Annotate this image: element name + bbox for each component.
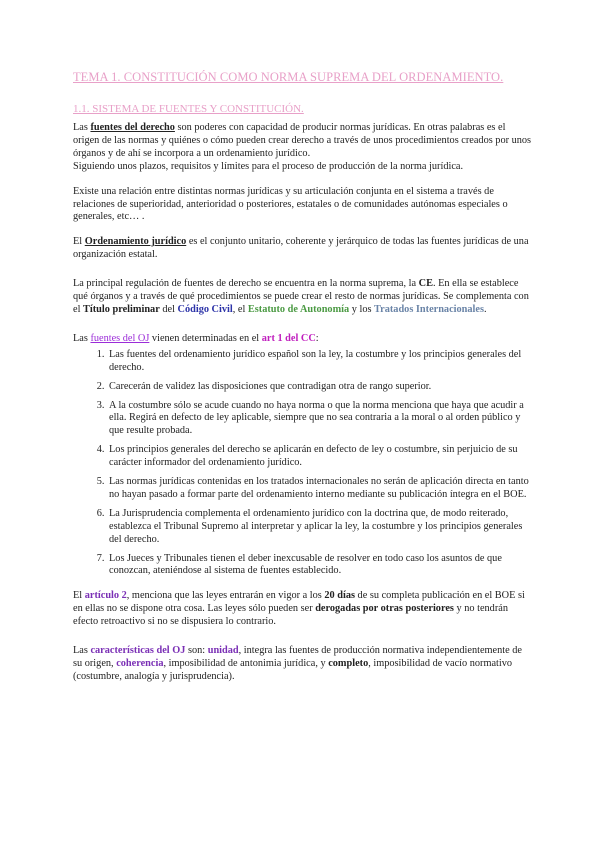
paragraph-fuentes <box>73 122 533 174</box>
text: Las <box>73 332 91 344</box>
text: , imposibilidad de vacío normativo (costumbre, analogía y jurisprudencia). <box>73 658 513 682</box>
text: , integra las fuentes de producción normativa independientemente de su origen, <box>73 645 522 669</box>
text: : <box>315 332 319 344</box>
term-derogadas: derogadas por otras posteriores <box>315 603 454 615</box>
list-item: 3. A la costumbre sólo se acude cuando no haya norma o que la norma menciona que haya que acudir a ella. Regirá en defecto de ley aplicable, siempre que no sea contraria a la moral o al orden público y que resulte probada. <box>107 400 533 439</box>
term-caracteristicas-oj: características del OJ <box>90 645 186 657</box>
text: El <box>73 590 85 602</box>
term-articulo-2: artículo 2 <box>84 590 127 602</box>
list-item: 1. Las fuentes del ordenamiento jurídico español son la ley, la costumbre y los principios generales del derecho. <box>107 349 533 375</box>
text: Las <box>73 122 91 133</box>
link-fuentes-del-oj[interactable]: fuentes del OJ <box>90 332 150 344</box>
term-tratados-internacionales: Tratados Internacionales <box>374 303 484 315</box>
document-title: TEMA 1. CONSTITUCIÓN COMO NORMA SUPREMA DEL ORDENAMIENTO. <box>73 70 504 84</box>
list-item: 7. Los Jueces y Tribunales tienen el deber inexcusable de resolver en todo caso los asuntos de que conozcan, ateniéndose al sistema de fuentes establecido. <box>107 553 533 579</box>
text: , imposibilidad de antonimia jurídica, y <box>163 658 329 669</box>
text: Siguiendo unos plazos, requisitos y límites para el proceso de producción de la norma jurídica. <box>73 160 464 172</box>
term-ce: CE <box>418 278 433 290</box>
term-art-1-cc: art 1 del CC <box>261 332 316 344</box>
term-estatuto-autonomia: Estatuto de Autonomía <box>247 303 350 315</box>
text: del <box>159 303 178 315</box>
paragraph-regulacion <box>73 278 533 317</box>
term-coherencia: coherencia <box>116 658 164 669</box>
text: . En ella se establece qué órganos y a través de qué procedimientos se puede crear el resto de normas jurídicas. Se complementa con el <box>73 278 529 315</box>
text: es el conjunto unitario, coherente y jerárquico de todas las fuentes jurídicas de una organización estatal. <box>73 236 529 261</box>
list-item: 6. La Jurisprudencia complementa el ordenamiento jurídico con la doctrina que, de modo reiterado, establezca el Tribunal Supremo al interpretar y aplicar la ley, la costumbre y los principios generales del derecho. <box>107 508 533 547</box>
term-fuentes-del-derecho: fuentes del derecho <box>90 122 175 133</box>
text: son: <box>185 645 208 657</box>
term-ordenamiento-juridico: Ordenamiento jurídico <box>84 236 187 248</box>
text: Las <box>73 645 91 657</box>
text: vienen determinadas en el <box>149 332 262 344</box>
term-unidad: unidad <box>207 645 239 657</box>
text: son poderes con capacidad de producir normas jurídicas. En otras palabras es el origen de las normas y quiénes o cómo pueden crear derecho a través de unos procedimientos creados por unos órganos y de ahí se incorpora a un ordenamiento jurídico. <box>73 122 532 159</box>
paragraph-relacion: Existe una relación entre distintas normas jurídicas y su articulación conjunta en el sistema a través de relaciones de superioridad, anterioridad o posteriores, estatales o de comunidades autónomas especiales o generales, etc… . <box>73 185 508 223</box>
text: , menciona que las leyes entrarán en vigor a los <box>126 590 325 602</box>
text: La principal regulación de fuentes de derecho se encuentra en la norma suprema, la <box>73 278 419 290</box>
list-item: 2. Carecerán de validez las disposiciones que contradigan otra de rango superior. <box>107 381 533 394</box>
text: . <box>483 303 487 315</box>
text: El <box>73 236 85 248</box>
text: de su completa publicación en el BOE si en ellas no se dispone otra cosa. Las leyes sólo pueden ser <box>73 590 525 615</box>
paragraph-ordenamiento <box>73 236 533 262</box>
section-subtitle: 1.1. SISTEMA DE FUENTES Y CONSTITUCIÓN. <box>73 103 304 115</box>
list-item: 5. Las normas jurídicas contenidas en los tratados internacionales no serán de aplicación directa en tanto no hayan pasado a formar parte del ordenamiento interno mediante su publicación íntegra en el BOE. <box>107 476 533 502</box>
text: y no tendrán efecto retroactivo si no se dispusiera lo contrario. <box>73 603 508 628</box>
text: y los <box>349 303 375 315</box>
term-codigo-civil: Código Civil <box>177 303 233 315</box>
paragraph-caracteristicas <box>73 645 533 684</box>
fuentes-list <box>73 349 533 579</box>
list-item: 4. Los principios generales del derecho se aplicarán en defecto de ley o costumbre, sin perjuicio de su carácter informador del ordenamiento jurídico. <box>107 444 533 470</box>
paragraph-fuentes-oj <box>73 333 533 346</box>
term-titulo-preliminar: Título preliminar <box>83 303 160 315</box>
term-completo: completo <box>328 658 369 669</box>
text: , el <box>232 303 248 315</box>
term-20-dias: 20 días <box>324 590 355 602</box>
paragraph-articulo-2 <box>73 590 533 629</box>
document-page <box>73 70 533 684</box>
